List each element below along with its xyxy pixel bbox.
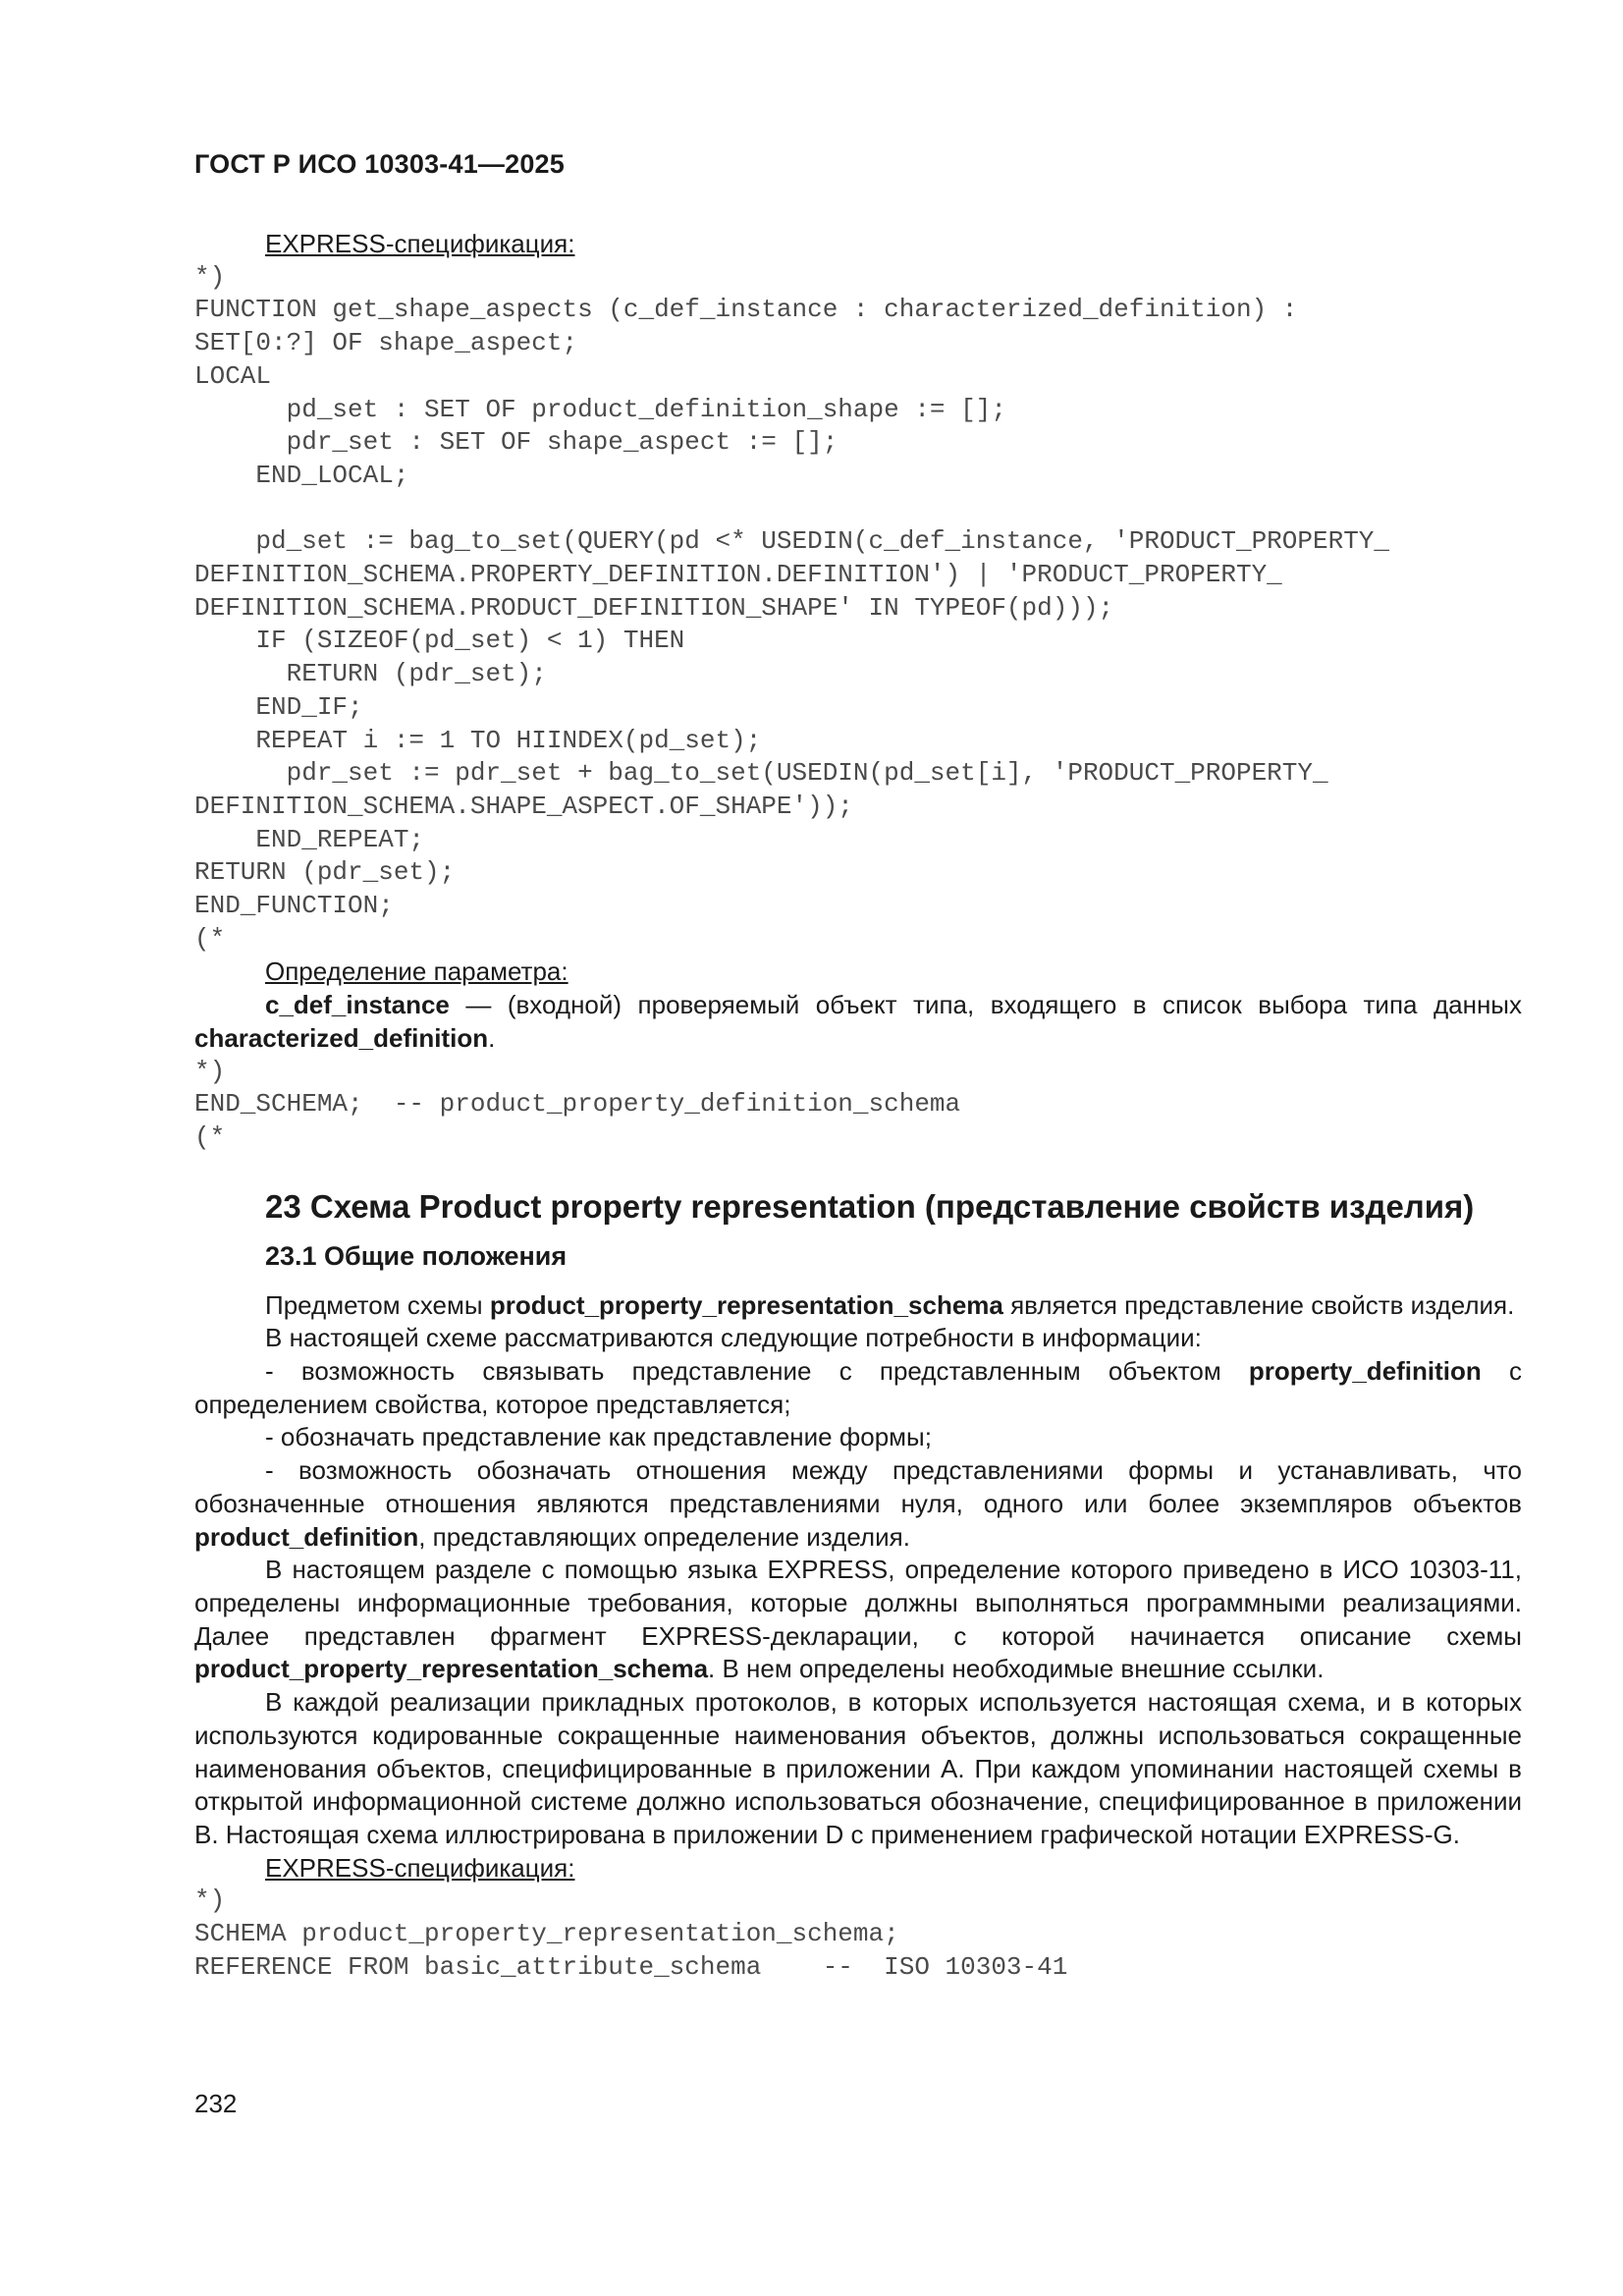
code-line: END_FUNCTION; <box>194 891 394 921</box>
code-line: pd_set : SET OF product_definition_shape := []; <box>194 394 1006 424</box>
document-header: ГОСТ Р ИСО 10303-41—2025 <box>194 149 565 179</box>
page-content <box>194 228 1530 1984</box>
code-line: SET[0:?] OF shape_aspect; <box>194 328 578 358</box>
express-spec-label-2-text: EXPRESS-спецификация: <box>265 1852 575 1883</box>
code-line: pdr_set : SET OF shape_aspect := []; <box>194 427 839 458</box>
function-code-block <box>194 294 1522 956</box>
p6-text-a: В настоящем разделе с помощью языка EXPRESS, определение которого приведено в ИСО 10303-11, определены информационные требования, которые должны выполняться программными реализациями. Далее представлен фрагмент EXPRESS-декларации, с которой начинается описание схемы <box>194 1555 1530 1651</box>
code-line: DEFINITION_SCHEMA.PRODUCT_DEFINITION_SHAPE' IN TYPEOF(pd))); <box>194 592 1114 623</box>
param-name: c_def_instance <box>265 990 450 1020</box>
express-spec-label <box>194 228 1522 261</box>
p3-text-a: - возможность связывать представление с представленным объектом <box>265 1356 1249 1387</box>
paragraph-6 <box>194 1554 1530 1686</box>
p1-text-a: Предметом схемы <box>265 1289 490 1320</box>
p6-text-c: . В нем определены необходимые внешние ссылки. <box>708 1654 1325 1684</box>
paragraph-3 <box>194 1355 1530 1421</box>
code-line: IF (SIZEOF(pd_set) < 1) THEN <box>194 626 685 656</box>
code-close-marker: *) <box>194 1056 226 1086</box>
code-line: DEFINITION_SCHEMA.SHAPE_ASPECT.OF_SHAPE')); <box>194 791 853 821</box>
code-line: RETURN (pdr_set); <box>194 659 547 689</box>
p1-text-c: является представление свойств изделия. <box>1002 1289 1515 1320</box>
schema-code-line: REFERENCE FROM basic_attribute_schema -- ISO 10303-41 <box>194 1951 1068 1982</box>
code-open-marker: *) <box>194 261 226 292</box>
p3-text-c: с определением свойства, которое представляется; <box>194 1356 1530 1419</box>
param-text: — (входной) проверяемый объект типа, входящего в список выбора типа данных <box>449 990 1530 1020</box>
section-title: 23 Схема Product property representation (представление свойств изделия) <box>265 1187 1475 1225</box>
param-label-text: Определение параметра: <box>265 957 568 987</box>
p5-text-a: - возможность обозначать отношения между представлениями формы и устанавливать, что обозначенные отношения являются представлениями нуля, одного или более экземпляров объектов <box>194 1455 1530 1518</box>
code-line: REPEAT i := 1 TO HIINDEX(pd_set); <box>194 725 762 755</box>
code-line: LOCAL <box>194 360 272 391</box>
product-definition-bold: product_definition <box>194 1521 419 1552</box>
code-line: (* <box>194 923 226 954</box>
express-spec-label-2 <box>194 1852 1522 1886</box>
schema-name-bold: product_property_representation_schema <box>489 1289 1003 1320</box>
schema-name-bold-2: product_property_representation_schema <box>194 1654 709 1684</box>
code-line: pd_set := bag_to_set(QUERY(pd <* USEDIN(c_def_instance, 'PRODUCT_PROPERTY_ <box>194 526 1389 557</box>
subsection-title: 23.1 Общие положения <box>265 1240 568 1271</box>
param-definition <box>194 989 1530 1055</box>
paragraph-4: - обозначать представление как представление формы; <box>265 1422 932 1452</box>
code-line: END_REPEAT; <box>194 824 425 854</box>
p5-text-c: , представляющих определение изделия. <box>418 1521 910 1552</box>
schema-code-line: SCHEMA product_property_representation_schema; <box>194 1919 899 1949</box>
paragraph-7: В каждой реализации прикладных протоколов, в которых используется настоящая схема, и в которых используются кодированные сокращенные наименования объектов, должны использоваться сокращенные наименования объектов, специфицированные в приложении A. При каждом упоминании настоящей схемы в открытой информационной системе должно использоваться обозначение, специфицированное в приложении B. Настоящая схема иллюстрирована в приложении D с применением графической нотации EXPRESS-G. <box>194 1687 1530 1849</box>
express-spec-label-text: EXPRESS-спецификация: <box>265 229 575 258</box>
code-line: pdr_set := pdr_set + bag_to_set(USEDIN(pd_set[i], 'PRODUCT_PROPERTY_ <box>194 758 1328 789</box>
code-line: RETURN (pdr_set); <box>194 857 456 888</box>
code-blank-line <box>194 493 1522 526</box>
paragraph-5 <box>194 1454 1530 1554</box>
property-definition-bold: property_definition <box>1248 1356 1482 1387</box>
code-open-marker-2: *) <box>194 1886 226 1916</box>
end-schema-line: END_SCHEMA; -- product_property_definition_schema <box>194 1089 961 1120</box>
code-line: FUNCTION get_shape_aspects (c_def_instance : characterized_definition) : <box>194 295 1298 325</box>
paragraph-2: В настоящей схеме рассматриваются следующие потребности в информации: <box>265 1323 1202 1353</box>
code-line: DEFINITION_SCHEMA.PROPERTY_DEFINITION.DEFINITION') | 'PRODUCT_PROPERTY_ <box>194 560 1282 590</box>
code-reopen-marker: (* <box>194 1121 226 1152</box>
code-line: END_LOCAL; <box>194 460 409 490</box>
param-label <box>194 956 1522 989</box>
code-line: END_IF; <box>194 691 363 722</box>
param-type: characterized_definition <box>194 1022 489 1053</box>
paragraph-1 <box>194 1289 1522 1323</box>
page-number: 232 <box>194 2089 238 2118</box>
param-end: . <box>488 1022 496 1053</box>
